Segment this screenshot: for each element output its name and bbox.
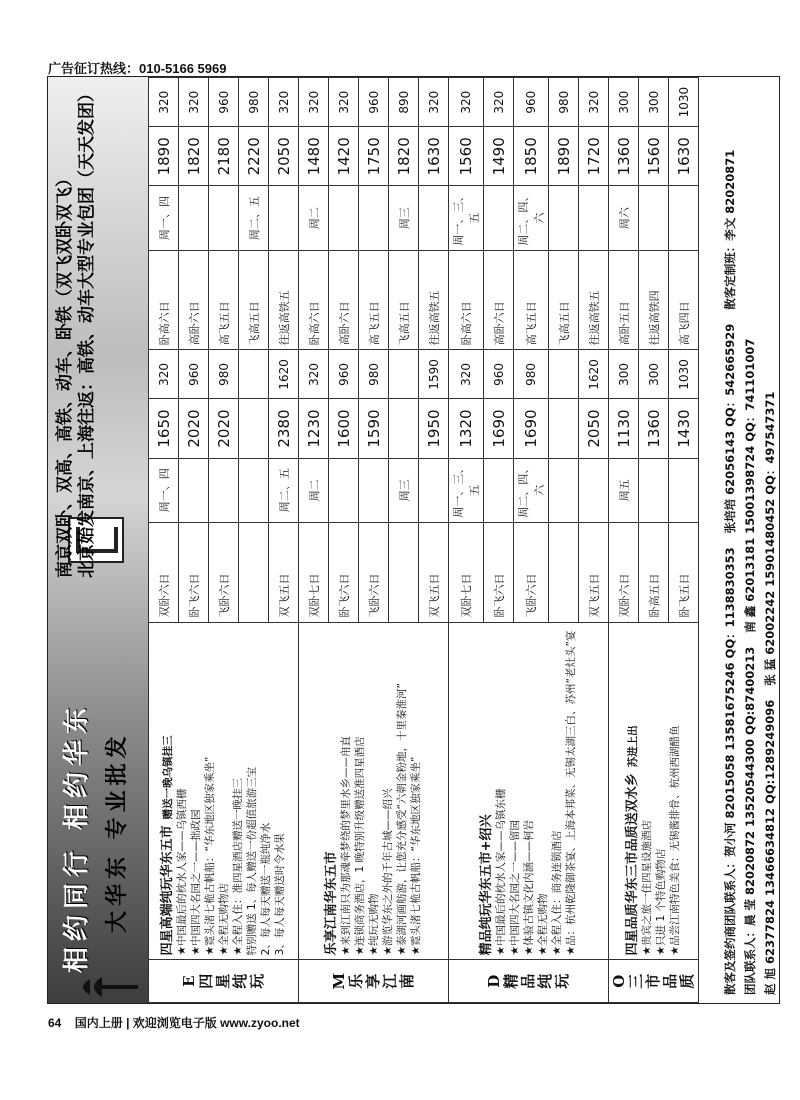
departure-days: 周一、三、五 — [449, 458, 484, 523]
adult-price: 1430 — [669, 399, 699, 458]
feature-item: ★泰湖河画舫游，让您充分感受“六朝金粉地，十里秦淮河” — [395, 683, 408, 956]
contacts-block — [718, 77, 779, 1003]
footer-separator: | — [126, 1016, 130, 1030]
feature-item: ★游览华东之外的千年古城——绍兴 — [381, 788, 394, 956]
child-price-return: 960 — [209, 78, 239, 127]
adult-price-return: 1630 — [419, 127, 449, 186]
route-name-return: 往返高铁四 — [639, 250, 669, 349]
category-label: 三 市 品 质 — [627, 973, 696, 989]
feature-item: ★霓头渚七桅古帆船：“华东地区独家乘坐” — [409, 756, 422, 956]
child-price-return: 890 — [389, 78, 419, 127]
feature-item: ★纯玩无购物 — [367, 893, 380, 956]
route-name: 卧飞六日 — [329, 523, 359, 622]
adult-price-return: 1720 — [579, 127, 609, 186]
adult-price: 1650 — [149, 399, 179, 458]
route-name-return: 高飞五日 — [514, 250, 549, 349]
category-features — [609, 622, 699, 960]
child-price: 320 — [149, 350, 179, 399]
table-row — [449, 78, 484, 1003]
feature-item: ★体验古镇文化内涵——柯岩 — [522, 819, 535, 956]
rotated-content — [48, 77, 779, 1003]
route-name: 双飞五日 — [419, 523, 449, 622]
route-name: 卧飞五日 — [669, 523, 699, 622]
adult-price-return: 1420 — [329, 127, 359, 186]
route-name-return: 高飞四日 — [669, 250, 699, 349]
child-price: 980 — [209, 350, 239, 399]
adult-price: 2020 — [209, 399, 239, 458]
child-price: 980 — [514, 350, 549, 399]
departure-days-return — [419, 186, 449, 251]
route-name — [389, 523, 419, 622]
adult-price-return: 1480 — [299, 127, 329, 186]
route-name: 飞卧六日 — [209, 523, 239, 622]
departure-days-return — [269, 186, 299, 251]
child-price-return: 320 — [299, 78, 329, 127]
feature-item: ★只进 1 个特色购物店 — [654, 848, 667, 956]
departure-days-return — [549, 186, 579, 251]
category-features — [299, 622, 449, 960]
category-name — [449, 960, 609, 1003]
table-row — [609, 78, 639, 1003]
banner-headline — [54, 85, 98, 578]
route-name: 双卧六日 — [609, 523, 639, 622]
banner — [48, 77, 148, 1003]
route-name: 卧飞六日 — [484, 523, 514, 622]
child-price: 300 — [609, 350, 639, 399]
route-name-return: 飞高五日 — [239, 250, 269, 349]
category-letter: D — [485, 974, 503, 988]
category-subtitle: 苏进上出 — [626, 725, 639, 768]
departure-days-return: 周一、三、五 — [449, 186, 484, 251]
child-price: 1620 — [269, 350, 299, 399]
adult-price: 1600 — [329, 399, 359, 458]
feature-item: ★全程入住：准四星酒店赠送一晚挂三 — [231, 777, 244, 956]
child-price-return: 320 — [484, 78, 514, 127]
departure-days-return — [484, 186, 514, 251]
pine-tree-icon — [68, 975, 138, 999]
child-price: 980 — [359, 350, 389, 399]
departure-days: 周三 — [389, 458, 419, 523]
contact-item: 南 鑫 62013181 15001398724 QQ：741101007 — [743, 338, 757, 633]
adult-price-return: 1630 — [669, 127, 699, 186]
departure-days — [484, 458, 514, 523]
adult-price-return: 1750 — [359, 127, 389, 186]
category-name — [149, 960, 299, 1003]
adult-price-return: 1560 — [449, 127, 484, 186]
adult-price — [549, 399, 579, 458]
banner-slogan-sub: 大华东 专业批发 — [104, 731, 130, 933]
adult-price-return: 1360 — [609, 127, 639, 186]
route-name — [239, 523, 269, 622]
route-name-return: 卧高六日 — [149, 250, 179, 349]
departure-days — [209, 458, 239, 523]
departure-days-return: 周一、四 — [149, 186, 179, 251]
departure-days-return — [359, 186, 389, 251]
departure-days: 周二、五 — [269, 458, 299, 523]
route-name: 卧飞六日 — [179, 523, 209, 622]
departure-days — [179, 458, 209, 523]
contact-item: 赵 旭 62377824 13466634812 QQ:1289249096 — [763, 699, 777, 995]
child-price: 320 — [449, 350, 484, 399]
adult-price: 2050 — [579, 399, 609, 458]
adult-price-return: 2220 — [239, 127, 269, 186]
contacts-line-3 — [760, 85, 780, 995]
route-name-return: 卧高六日 — [449, 250, 484, 349]
category-title — [480, 627, 494, 956]
category-name — [299, 960, 449, 1003]
footer-ebook: 欢迎浏览电子版 www.zyoo.net — [132, 1016, 300, 1030]
contacts-line-2 — [740, 85, 760, 995]
departure-days-return — [669, 186, 699, 251]
route-name-return: 往返高铁五 — [269, 250, 299, 349]
departure-days — [579, 458, 609, 523]
feature-item: ★品尝江南特色美食：无锡酱排骨、杭州西湖醋鱼 — [668, 725, 681, 956]
departure-days — [419, 458, 449, 523]
child-price — [239, 350, 269, 399]
category-title — [325, 627, 339, 956]
category-title-text: 精品纯玩华东五市+绍兴 — [478, 814, 494, 956]
child-price: 960 — [484, 350, 514, 399]
child-price: 300 — [639, 350, 669, 399]
departure-days-return — [639, 186, 669, 251]
adult-price — [389, 399, 419, 458]
adult-price-return: 1850 — [514, 127, 549, 186]
child-price-return: 320 — [269, 78, 299, 127]
adult-price: 1360 — [639, 399, 669, 458]
child-price-return: 320 — [179, 78, 209, 127]
price-table — [148, 77, 699, 1003]
contact-item: 张培培 62056143 QQ：542665929 — [723, 323, 737, 534]
feature-item: ★中国最后的枕水人家——乌镇西栅 — [175, 788, 188, 956]
category-features — [149, 622, 299, 960]
category-label: 乐 享 江 南 — [347, 973, 416, 989]
departure-days: 周五 — [609, 458, 639, 523]
route-name-return: 飞高五日 — [389, 250, 419, 349]
route-name-return: 高飞五日 — [359, 250, 389, 349]
category-label: 四 星 纯 玩 — [197, 973, 266, 989]
adult-price-return: 1890 — [149, 127, 179, 186]
adult-price: 1320 — [449, 399, 484, 458]
departure-days: 周二、四、六 — [514, 458, 549, 523]
route-name: 双卧七日 — [449, 523, 484, 622]
departure-days-return — [329, 186, 359, 251]
category-title — [626, 627, 640, 956]
category-letter: E — [180, 975, 198, 987]
departure-days — [639, 458, 669, 523]
departure-days: 周二 — [299, 458, 329, 523]
departure-days-return — [179, 186, 209, 251]
adult-price-return: 1890 — [549, 127, 579, 186]
route-name: 双卧六日 — [149, 523, 179, 622]
child-price: 960 — [179, 350, 209, 399]
departure-days — [359, 458, 389, 523]
feature-item: ★全程入住：商务连锁酒店 — [550, 830, 563, 956]
category-letter: M — [330, 972, 348, 990]
contact-item: 张 猛 62002242 15901480452 QQ：497547371 — [763, 391, 777, 686]
route-name: 飞卧六日 — [514, 523, 549, 622]
route-name-return: 卧高六日 — [299, 250, 329, 349]
route-name-return: 高卧六日 — [179, 250, 209, 349]
contact-item: 散客及签约商团队联系人：贺小河 82015058 13581675246 QQ：1138830353 — [723, 547, 737, 995]
footer-section: 国内上册 — [74, 1016, 123, 1030]
category-title-text: 乐享江南华东五市 — [323, 851, 339, 956]
route-name-return: 高卧五日 — [609, 250, 639, 349]
route-name-return: 高卧六日 — [484, 250, 514, 349]
route-name: 双飞五日 — [269, 523, 299, 622]
child-price: 1030 — [669, 350, 699, 399]
contacts-line-1 — [720, 85, 740, 995]
feature-item: ★中国最后的枕水人家——乌镇东栅 — [494, 788, 507, 956]
departure-days — [239, 458, 269, 523]
departure-days-return — [579, 186, 609, 251]
adult-price: 2380 — [269, 399, 299, 458]
category-features — [449, 622, 609, 960]
adult-price: 1690 — [484, 399, 514, 458]
child-price-return: 320 — [419, 78, 449, 127]
feature-item: 2、每人每天赠送一瓶纯净水 — [259, 822, 272, 956]
feature-item: 特别赠送 1、每人赠送一份超值旅游三宝 — [245, 766, 258, 956]
departure-days-return: 周三 — [389, 186, 419, 251]
ad-hotline: 广告征订热线：010-5166 5969 — [48, 61, 227, 76]
route-name — [549, 523, 579, 622]
adult-price-return: 2050 — [269, 127, 299, 186]
child-price: 1620 — [579, 350, 609, 399]
table-row — [299, 78, 329, 1003]
child-price-return: 980 — [549, 78, 579, 127]
child-price-return: 320 — [449, 78, 484, 127]
feature-item: ★来到江南只为那魂牵梦绕的梦里水乡——甪直 — [339, 735, 352, 956]
category-letter: O — [610, 974, 628, 988]
child-price-return: 980 — [239, 78, 269, 127]
feature-item: ★中国四大名园之一——拙政园 — [189, 809, 202, 956]
contact-item: 团队联系人：晨 莹 82020872 13520544300 QQ:87400213 — [743, 646, 757, 995]
category-title-text: 四星品质华东三市品质送双水乡 — [624, 773, 640, 956]
adult-price — [239, 399, 269, 458]
feature-item: ★贵宾之旅一住四星设施酒店 — [640, 819, 653, 956]
adult-price: 1950 — [419, 399, 449, 458]
adult-price: 1130 — [609, 399, 639, 458]
feature-item: ★品：杭州乾隆御茶宴、上海本邦菜、无锡太湖三白、苏州“老灶头”宴 — [564, 630, 577, 956]
category-name — [609, 960, 699, 1003]
child-price: 960 — [329, 350, 359, 399]
route-name-return: 高卧六日 — [329, 250, 359, 349]
route-name: 双飞五日 — [579, 523, 609, 622]
page-footer — [48, 1014, 300, 1031]
banner-slogan-main: 相约同行 相约华东 — [62, 701, 92, 973]
category-subtitle: 赠送一晚乌镇挂三 — [161, 735, 174, 820]
child-price-return: 320 — [579, 78, 609, 127]
feature-item: ★霓头渚七桅古帆船：“华东地区独家乘坐” — [203, 756, 216, 956]
departure-days-return: 周六 — [609, 186, 639, 251]
adult-price-return: 1490 — [484, 127, 514, 186]
departure-days — [669, 458, 699, 523]
page-number: 64 — [48, 1016, 62, 1030]
child-price-return: 960 — [514, 78, 549, 127]
route-name: 卧高五日 — [639, 523, 669, 622]
table-row — [149, 78, 179, 1003]
adult-price: 1230 — [299, 399, 329, 458]
adult-price: 2020 — [179, 399, 209, 458]
child-price: 320 — [299, 350, 329, 399]
adult-price-return: 2180 — [209, 127, 239, 186]
route-name-return: 往返高铁五 — [419, 250, 449, 349]
child-price: 1590 — [419, 350, 449, 399]
departure-days — [549, 458, 579, 523]
adult-price-return: 1560 — [639, 127, 669, 186]
child-price-return: 1030 — [669, 78, 699, 127]
category-label: 精 品 纯 玩 — [502, 973, 571, 989]
route-name-return: 往返高铁五 — [579, 250, 609, 349]
route-name-return: 飞高五日 — [549, 250, 579, 349]
departure-days-return — [209, 186, 239, 251]
child-price-return: 320 — [149, 78, 179, 127]
adult-price: 1590 — [359, 399, 389, 458]
category-title-text: 四星高端纯玩华东五市 — [159, 825, 175, 956]
child-price-return: 320 — [329, 78, 359, 127]
feature-item: ★全程无购物 — [536, 893, 549, 956]
feature-item: ★全程无购物店 — [217, 882, 230, 956]
headline-line-1: 南京双卧、双高、高铁、动车、卧铁（双飞双卧双飞） — [55, 170, 75, 578]
child-price-return: 300 — [639, 78, 669, 127]
adult-price-return: 1820 — [179, 127, 209, 186]
feature-item: ★连锁商务酒店，1 晚特别升级赠送准四星酒店 — [353, 736, 366, 956]
contact-item: 散客定制班：李文 82020871 — [723, 149, 737, 310]
adult-price: 1690 — [514, 399, 549, 458]
ad-page-frame — [47, 76, 780, 1004]
child-price-return: 960 — [359, 78, 389, 127]
category-title — [161, 627, 175, 956]
feature-item: 3、每人每天赠送时令水果 — [273, 833, 286, 956]
departure-days: 周一、四 — [149, 458, 179, 523]
departure-days-return: 周二、五 — [239, 186, 269, 251]
route-name: 飞卧六日 — [359, 523, 389, 622]
route-name-return: 高飞五日 — [209, 250, 239, 349]
child-price-return: 300 — [609, 78, 639, 127]
departure-days-return: 周二 — [299, 186, 329, 251]
feature-item: ★中国四大名园之一——留园 — [508, 819, 521, 956]
child-price — [549, 350, 579, 399]
headline-line-2: 北京始发南京、上海往返：高铁、动车大型专业包团（天天发团） — [77, 85, 97, 578]
departure-days — [329, 458, 359, 523]
adult-price-return: 1820 — [389, 127, 419, 186]
route-name: 双卧七日 — [299, 523, 329, 622]
child-price — [389, 350, 419, 399]
departure-days-return: 周二、四、六 — [514, 186, 549, 251]
